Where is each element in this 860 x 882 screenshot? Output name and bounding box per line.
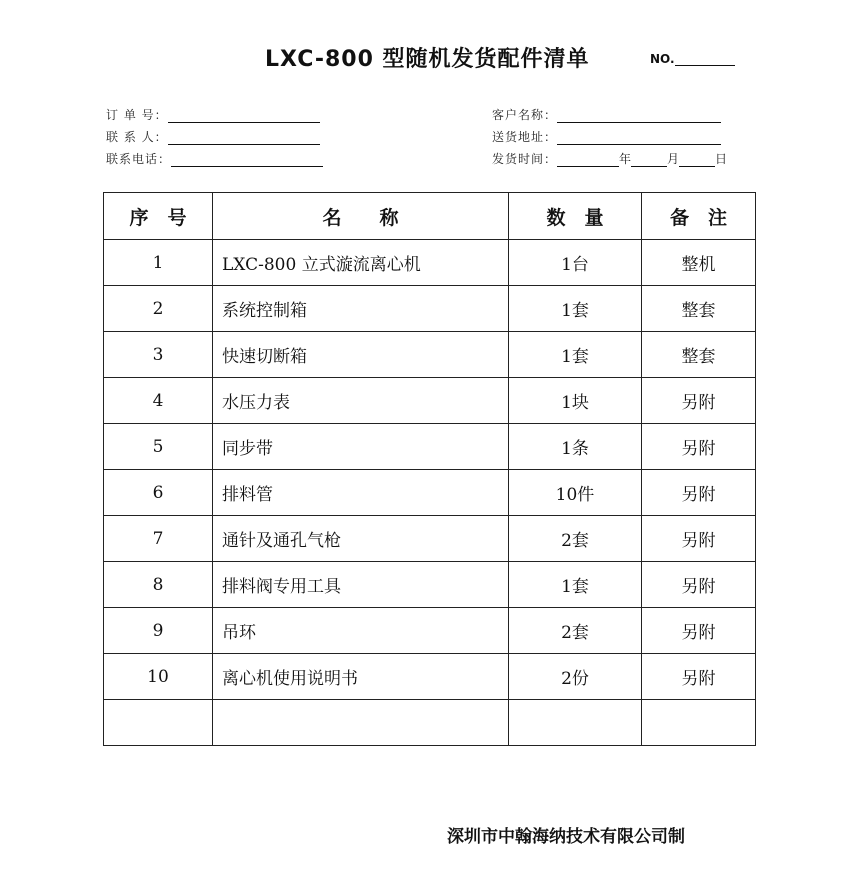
table-row — [104, 654, 756, 700]
row-remark: 整机 — [642, 240, 756, 286]
table-row — [104, 378, 756, 424]
ship-date-label: 发货时间： — [492, 152, 558, 166]
row-quantity — [509, 700, 642, 746]
row-name: LXC-800 立式漩流离心机 — [213, 240, 509, 286]
order-number-blank — [168, 109, 320, 123]
row-number: 4 — [104, 378, 213, 424]
row-remark: 另附 — [642, 470, 756, 516]
header-quantity: 数 量 — [509, 193, 642, 240]
row-name: 吊环 — [213, 608, 509, 654]
row-quantity: 2套 — [509, 516, 642, 562]
table-row — [104, 332, 756, 378]
row-number: 2 — [104, 286, 213, 332]
row-remark: 另附 — [642, 378, 756, 424]
contact-phone-label: 联系电话： — [106, 152, 172, 166]
contact-person-blank — [168, 131, 320, 145]
table-row — [104, 562, 756, 608]
row-number: 6 — [104, 470, 213, 516]
row-quantity: 1套 — [509, 286, 642, 332]
row-name — [213, 700, 509, 746]
row-quantity: 1套 — [509, 562, 642, 608]
month-blank — [631, 153, 667, 167]
table-row — [104, 286, 756, 332]
contact-person-field — [106, 128, 320, 145]
document-title: LXC-800 型随机发货配件清单 — [265, 47, 590, 72]
row-name: 排料阀专用工具 — [213, 562, 509, 608]
table-row — [104, 470, 756, 516]
row-name: 排料管 — [213, 470, 509, 516]
document-number — [650, 52, 735, 66]
year-blank — [557, 153, 619, 167]
table-row — [104, 240, 756, 286]
row-quantity: 1套 — [509, 332, 642, 378]
row-number: 10 — [104, 654, 213, 700]
company-footer: 深圳市中翰海纳技术有限公司制 — [447, 827, 685, 847]
delivery-address-blank — [557, 131, 721, 145]
row-quantity: 2份 — [509, 654, 642, 700]
row-quantity: 1条 — [509, 424, 642, 470]
row-quantity: 1块 — [509, 378, 642, 424]
table-row — [104, 424, 756, 470]
row-number — [104, 700, 213, 746]
header-name: 名 称 — [213, 193, 509, 240]
row-remark — [642, 700, 756, 746]
ship-date-field — [492, 150, 727, 167]
day-blank — [679, 153, 715, 167]
contact-phone-blank — [171, 153, 323, 167]
table-row-empty — [104, 700, 756, 746]
row-quantity: 2套 — [509, 608, 642, 654]
row-name: 离心机使用说明书 — [213, 654, 509, 700]
row-remark: 另附 — [642, 562, 756, 608]
customer-name-label: 客户名称： — [492, 108, 558, 122]
row-name: 快速切断箱 — [213, 332, 509, 378]
row-remark: 另附 — [642, 516, 756, 562]
row-remark: 另附 — [642, 608, 756, 654]
header-remark: 备 注 — [642, 193, 756, 240]
row-number: 5 — [104, 424, 213, 470]
customer-name-blank — [557, 109, 721, 123]
customer-name-field — [492, 106, 721, 123]
contact-person-label: 联 系 人： — [106, 130, 168, 144]
row-name: 系统控制箱 — [213, 286, 509, 332]
table-row — [104, 516, 756, 562]
number-blank — [675, 53, 735, 66]
month-label: 月 — [667, 152, 680, 166]
row-remark: 整套 — [642, 332, 756, 378]
row-quantity: 1台 — [509, 240, 642, 286]
row-name: 通针及通孔气枪 — [213, 516, 509, 562]
row-number: 7 — [104, 516, 213, 562]
table-header-row — [104, 193, 756, 240]
row-number: 8 — [104, 562, 213, 608]
day-label: 日 — [715, 152, 728, 166]
row-remark: 另附 — [642, 654, 756, 700]
delivery-address-field — [492, 128, 721, 145]
parts-list-table — [103, 192, 756, 746]
table-row — [104, 608, 756, 654]
row-name: 水压力表 — [213, 378, 509, 424]
number-label: NO. — [650, 52, 675, 66]
row-remark: 另附 — [642, 424, 756, 470]
row-remark: 整套 — [642, 286, 756, 332]
header-number: 序 号 — [104, 193, 213, 240]
order-number-field — [106, 106, 320, 123]
row-number: 3 — [104, 332, 213, 378]
year-label: 年 — [619, 152, 632, 166]
delivery-address-label: 送货地址： — [492, 130, 558, 144]
row-quantity: 10件 — [509, 470, 642, 516]
order-number-label: 订 单 号： — [106, 108, 168, 122]
contact-phone-field — [106, 150, 323, 167]
row-name: 同步带 — [213, 424, 509, 470]
row-number: 9 — [104, 608, 213, 654]
row-number: 1 — [104, 240, 213, 286]
